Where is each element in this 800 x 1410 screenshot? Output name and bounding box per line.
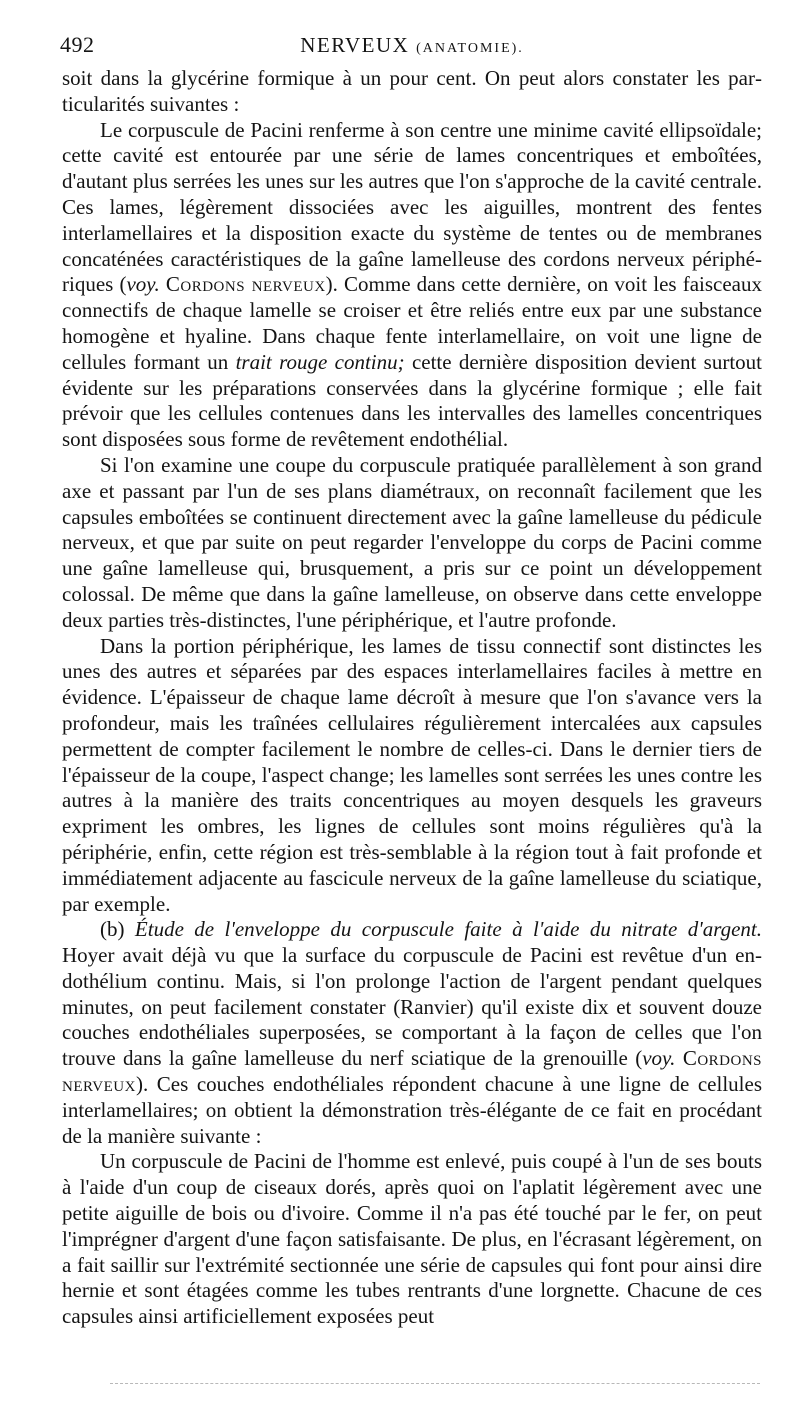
running-head-title: NERVEUX: [300, 33, 410, 57]
paragraph: [62, 917, 762, 1149]
running-head-section: (ANATOMIE).: [416, 41, 524, 56]
smallcaps-reference: Cordons nerveux: [165, 272, 326, 297]
text-run: [675, 1046, 682, 1070]
text-run: soit dans la glycérine formique à un pour cent. On peut alors constater les particularités suivantes :: [62, 66, 762, 116]
paragraph: [62, 1149, 762, 1330]
footer-rule: [110, 1383, 760, 1384]
italic-text: voy.: [126, 272, 160, 297]
italic-text: trait rouge continu;: [235, 349, 405, 374]
text-run: Si l'on examine une coupe du corpuscule pratiquée parallèlement à son grand axe et passant par l'un de ses plans diamétraux, on reconnaît facilement que les capsules emboîtées se continuent directement avec la gaîne lamelleuse du pédicule nerveux, et que par suite on peut regarder l'enveloppe du corps de Pacini comme une gaîne lamelleuse qui, brusquement, a pris sur ce point un développement colossal. De même que dans la gaîne lamelleuse, on observe dans cette enveloppe deux parties très-distinctes, l'une périphérique, et l'autre profonde.: [62, 452, 762, 632]
text-run: ). Comme dans cette dernière, on voit les faisceaux connectifs de chaque lamelle se croiser et être reliés entre eux par une substance homogène et hyaline. Dans chaque fente interlamellaire, on voit une ligne de cellules formant un: [62, 272, 762, 374]
page-number: 492: [60, 32, 95, 57]
italic-text: Étude de l'enveloppe du corpuscule faite à l'aide du nitrate d'argent.: [134, 917, 762, 942]
text-run: Le corpuscule de Pacini renferme à son centre une minime cavité ellipsoïdale; cette cavité est entourée par une série de lames concentriques et emboîtées, d'autant plus serrées les unes sur les autres que l'on s'approche de la cavité centrale. Ces lames, légèrement dissociées avec les aiguilles, montrent des fentes interlamellaires et la disposition exacte du système de tentes ou de membranes concaténées caractéristiques de la gaîne lamelleuse des cordons nerveux périphériques (: [62, 117, 763, 297]
smallcaps-reference: Cordons nerveux: [62, 1046, 762, 1097]
text-run: ). Ces couches endothéliales répondent chacune à une ligne de cellules interlamellaires; on obtient la démonstration très-élégante de ce fait en procédant de la manière suivante :: [62, 1072, 762, 1148]
running-head: [60, 28, 764, 66]
text-run: Un corpuscule de Pacini de l'homme est enlevé, puis coupé à l'un de ses bouts à l'aide d'un coup de ciseaux dorés, après quoi on l'aplatit légèrement avec une petite aiguille de bois ou d'ivoire. Comme il n'a pas été touché par le fer, on peut l'imprégner d'argent d'une façon satisfaisante. De plus, en l'écrasant légèrement, on a fait saillir sur l'extrémité sectionnée une série de capsules qui font pour ainsi dire hernie et sont étagées comme les tubes rentrants d'une lorgnette. Chacune de ces capsules ainsi artificiellement exposées peut: [62, 1149, 762, 1329]
paragraph: [62, 66, 762, 118]
text-run: cette dernière disposition devient surtout évidente sur les préparations conservées dans la glycérine formique ; elle fait prévoir que les cellules contenues dans les intervalles des lamelles concentriques sont disposées sous forme de revêtement endothélial.: [62, 349, 762, 452]
paragraph: [62, 118, 762, 453]
page-header: [60, 28, 764, 62]
paragraph: [62, 634, 762, 918]
text-run: Dans la portion périphérique, les lames de tissu connectif sont distinctes les unes des autres et séparées par des espaces interlamellaires faciles à mettre en évidence. L'épaisseur de chaque lame décroît à mesure que l'on s'avance vers la profondeur, mais les traînées cellulaires régulièrement intercalées aux capsules permettent de compter facilement le nombre de celles-ci. Dans le dernier tiers de l'épaisseur de la coupe, l'aspect change; les lamelles sont serrées les unes contre les autres à la manière des traits concentriques au moyen desquels les graveurs expriment les ombres, les lignes de cellules sont moins régulières qu'à la périphérie, enfin, cette région est très-semblable à la région tout à fait profonde et immédiatement adjacente au fascicule nerveux de la gaîne lamelleuse du sciatique, par exemple.: [62, 633, 762, 916]
italic-text: voy.: [642, 1046, 676, 1071]
text-run: Hoyer avait déjà vu que la surface du corpuscule de Pacini est revêtue d'un endothélium continu. Mais, si l'on prolonge l'action de l'argent pendant quelques minutes, on peut facilement constater (Ranvier) qu'il existe dix et souvent douze couches endothéliales superposées, se comportant à la façon de celles que l'on trouve dans la gaîne lamelleuse du nerf sciatique de la grenouille (: [62, 943, 762, 1071]
body-text: [62, 66, 762, 1330]
paragraph: [62, 453, 762, 634]
text-run: (b): [100, 917, 135, 942]
